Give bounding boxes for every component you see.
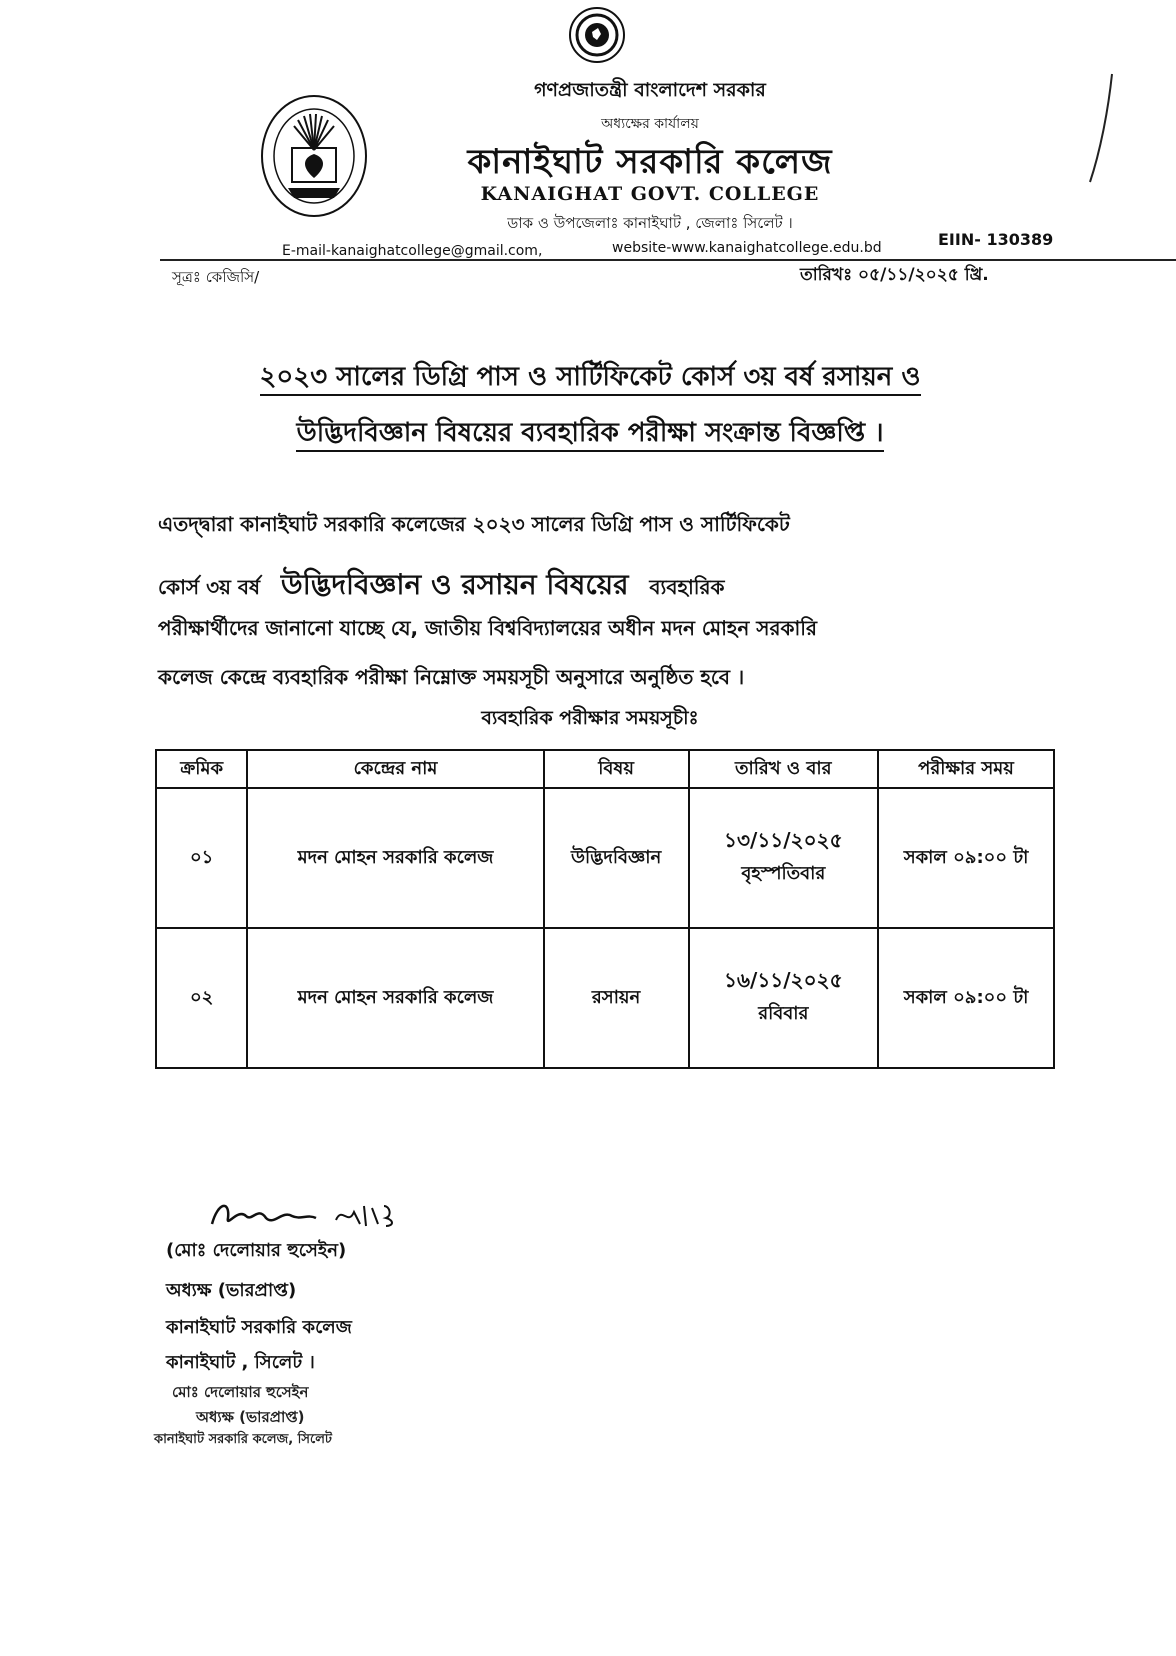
eiin-number: EIIN- 130389 bbox=[938, 230, 1054, 249]
postal-address: ডাক ও উপজেলাঃ কানাইঘাট , জেলাঃ সিলেট । bbox=[507, 214, 793, 232]
table-header-row bbox=[156, 750, 1054, 788]
email-address: E-mail-kanaighatcollege@gmail.com, bbox=[282, 243, 543, 259]
body-line-1: এতদ্‌দ্বারা কানাইঘাট সরকারি কলেজের ২০২৩ সালের ডিগ্রি পাস ও সার্টিফিকেট bbox=[158, 512, 790, 536]
stamp-designation: অধ্যক্ষ (ভারপ্রাপ্ত) bbox=[196, 1408, 305, 1426]
stamp-name: মোঃ দেলোয়ার হুসেইন bbox=[172, 1383, 309, 1401]
schedule-heading: ব্যবহারিক পরীক্ষার সময়সূচীঃ bbox=[481, 707, 699, 729]
signatory-location: কানাইঘাট , সিলেট । bbox=[166, 1352, 315, 1373]
center-cell: মদন মোহন সরকারি কলেজ bbox=[247, 928, 543, 1068]
exam-day: বৃহস্পতিবার bbox=[741, 863, 826, 884]
exam-day: রবিবার bbox=[758, 1003, 809, 1024]
subject-cell: রসায়ন bbox=[544, 928, 689, 1068]
body-line-3: পরীক্ষার্থীদের জানানো যাচ্ছে যে, জাতীয় বিশ্ববিদ্যালয়ের অধীন মদন মোহন সরকারি bbox=[158, 616, 818, 640]
exam-date: ১৩/১১/২০২৫ bbox=[724, 828, 843, 852]
body-line-2: কোর্স ৩য় বর্ষ উদ্ভিদবিজ্ঞান ও রসায়ন বিষয়ের ব্যবহারিক bbox=[158, 568, 725, 601]
date-day-cell bbox=[689, 788, 879, 928]
reference-number: সূত্রঃ কেজিসি/ bbox=[172, 268, 260, 286]
exam-schedule-table bbox=[155, 749, 1055, 1069]
pen-mark bbox=[1086, 72, 1116, 184]
exam-date: ১৬/১১/২০২৫ bbox=[724, 968, 843, 992]
stamp-college: কানাইঘাট সরকারি কলেজ, সিলেট bbox=[154, 1432, 332, 1447]
time-cell: সকাল ০৯:০০ টা bbox=[878, 788, 1054, 928]
notice-title-line-2: উদ্ভিদবিজ্ঞান বিষয়ের ব্যবহারিক পরীক্ষা সংক্রান্ত বিজ্ঞপ্তি । bbox=[140, 412, 1040, 456]
notice-date: তারিখঃ ০৫/১১/২০২৫ খ্রি. bbox=[800, 265, 989, 285]
signatory-college: কানাইঘাট সরকারি কলেজ bbox=[166, 1317, 352, 1338]
serial-cell: ০১ bbox=[156, 788, 247, 928]
subject-cell: উদ্ভিদবিজ্ঞান bbox=[544, 788, 689, 928]
office-label: অধ্যক্ষের কার্যালয় bbox=[601, 116, 699, 132]
date-day-cell bbox=[689, 928, 879, 1068]
signature-scribble bbox=[208, 1196, 428, 1232]
header-subject: বিষয় bbox=[544, 750, 689, 788]
table-row bbox=[156, 788, 1054, 928]
body-line-4: কলেজ কেন্দ্রে ব্যবহারিক পরীক্ষা নিম্নোক্ত সময়সূচী অনুসারে অনুষ্ঠিত হবে । bbox=[158, 665, 745, 689]
signatory-name: (মোঃ দেলোয়ার হুসেইন) bbox=[166, 1240, 347, 1261]
header-serial: ক্রমিক bbox=[156, 750, 247, 788]
college-name-english: KANAIGHAT GOVT. COLLEGE bbox=[480, 183, 820, 205]
header-divider bbox=[160, 259, 1176, 261]
signatory-designation: অধ্যক্ষ (ভারপ্রাপ্ত) bbox=[166, 1280, 297, 1301]
website-address: website-www.kanaighatcollege.edu.bd bbox=[612, 240, 882, 256]
notice-title-line-1: ২০২৩ সালের ডিগ্রি পাস ও সার্টিফিকেট কোর্স ৩য় বর্ষ রসায়ন ও bbox=[140, 356, 1040, 400]
college-name-bangla: কানাইঘাট সরকারি কলেজ bbox=[467, 142, 833, 182]
header-center: কেন্দ্রের নাম bbox=[247, 750, 543, 788]
center-cell: মদন মোহন সরকারি কলেজ bbox=[247, 788, 543, 928]
time-cell: সকাল ০৯:০০ টা bbox=[878, 928, 1054, 1068]
serial-cell: ০২ bbox=[156, 928, 247, 1068]
table-row bbox=[156, 928, 1054, 1068]
header-date-day: তারিখ ও বার bbox=[689, 750, 879, 788]
government-emblem-icon bbox=[568, 6, 626, 64]
government-title: গণপ্রজাতন্ত্রী বাংলাদেশ সরকার bbox=[534, 79, 766, 101]
header-exam-time: পরীক্ষার সময় bbox=[878, 750, 1054, 788]
